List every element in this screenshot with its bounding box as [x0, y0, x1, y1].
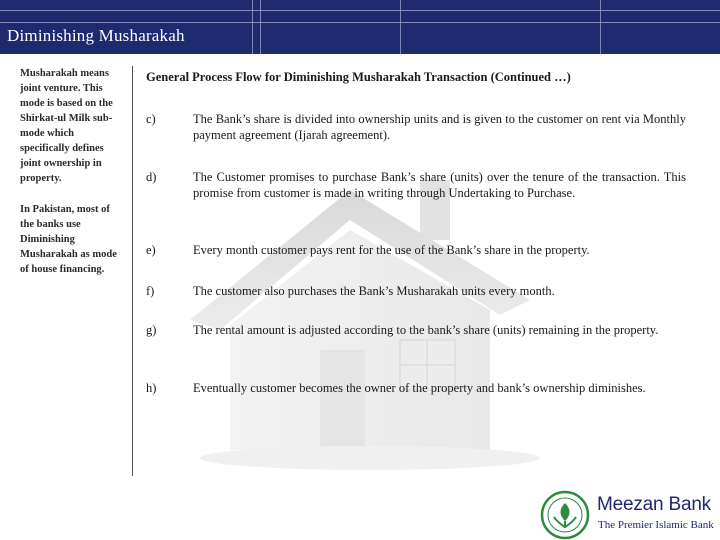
list-item	[146, 169, 686, 201]
list-item	[146, 111, 686, 143]
list-marker: h)	[146, 381, 157, 395]
sidebar-paragraph-pakistan: In Pakistan, most of the banks use Diminishing Musharakah as mode of house financing.	[20, 204, 117, 275]
sidebar-paragraph-musharakah: Musharakah means joint venture. This mode is based on the Shirkat-ul Milk sub-mode which specifically defines joint ownership in property.	[20, 68, 113, 184]
list-marker: d)	[146, 170, 157, 184]
list-item	[146, 242, 686, 258]
header-divider	[400, 0, 401, 54]
header-divider	[252, 0, 253, 54]
list-item	[146, 283, 686, 299]
list-item-text: The rental amount is adjusted according to the bank’s share (units) remaining in the property.	[193, 323, 659, 337]
header-stripe	[0, 22, 720, 23]
header-bar	[0, 0, 720, 54]
list-item-text: Eventually customer becomes the owner of the property and bank’s ownership diminishes.	[193, 381, 646, 395]
list-item-text: The customer also purchases the Bank’s Musharakah units every month.	[193, 284, 555, 298]
bank-seal-icon	[540, 490, 590, 540]
header-divider	[260, 0, 261, 54]
page-title: Diminishing Musharakah	[7, 26, 185, 45]
list-item	[146, 322, 686, 338]
meezan-bank-logo	[540, 488, 720, 540]
bank-name: Meezan Bank	[597, 494, 711, 515]
list-item-text: Every month customer pays rent for the use of the Bank’s share in the property.	[193, 243, 590, 257]
list-item-text: The Bank’s share is divided into ownership units and is given to the customer on rent via Monthly payment agreement (Ijarah agreement).	[193, 112, 686, 142]
list-item	[146, 380, 686, 396]
list-marker: c)	[146, 112, 156, 126]
list-marker: f)	[146, 284, 155, 298]
list-item-text: The Customer promises to purchase Bank’s share (units) over the tenure of the transaction. This promise from customer is made in writing through Undertaking to Purchase.	[193, 170, 686, 200]
header-stripe	[0, 10, 720, 11]
list-marker: g)	[146, 323, 157, 337]
header-divider	[600, 0, 601, 54]
list-marker: e)	[146, 243, 156, 257]
section-title: General Process Flow for Diminishing Musharakah Transaction (Continued …)	[146, 70, 571, 84]
sidebar	[0, 66, 133, 476]
bank-tagline: The Premier Islamic Bank	[598, 519, 714, 531]
